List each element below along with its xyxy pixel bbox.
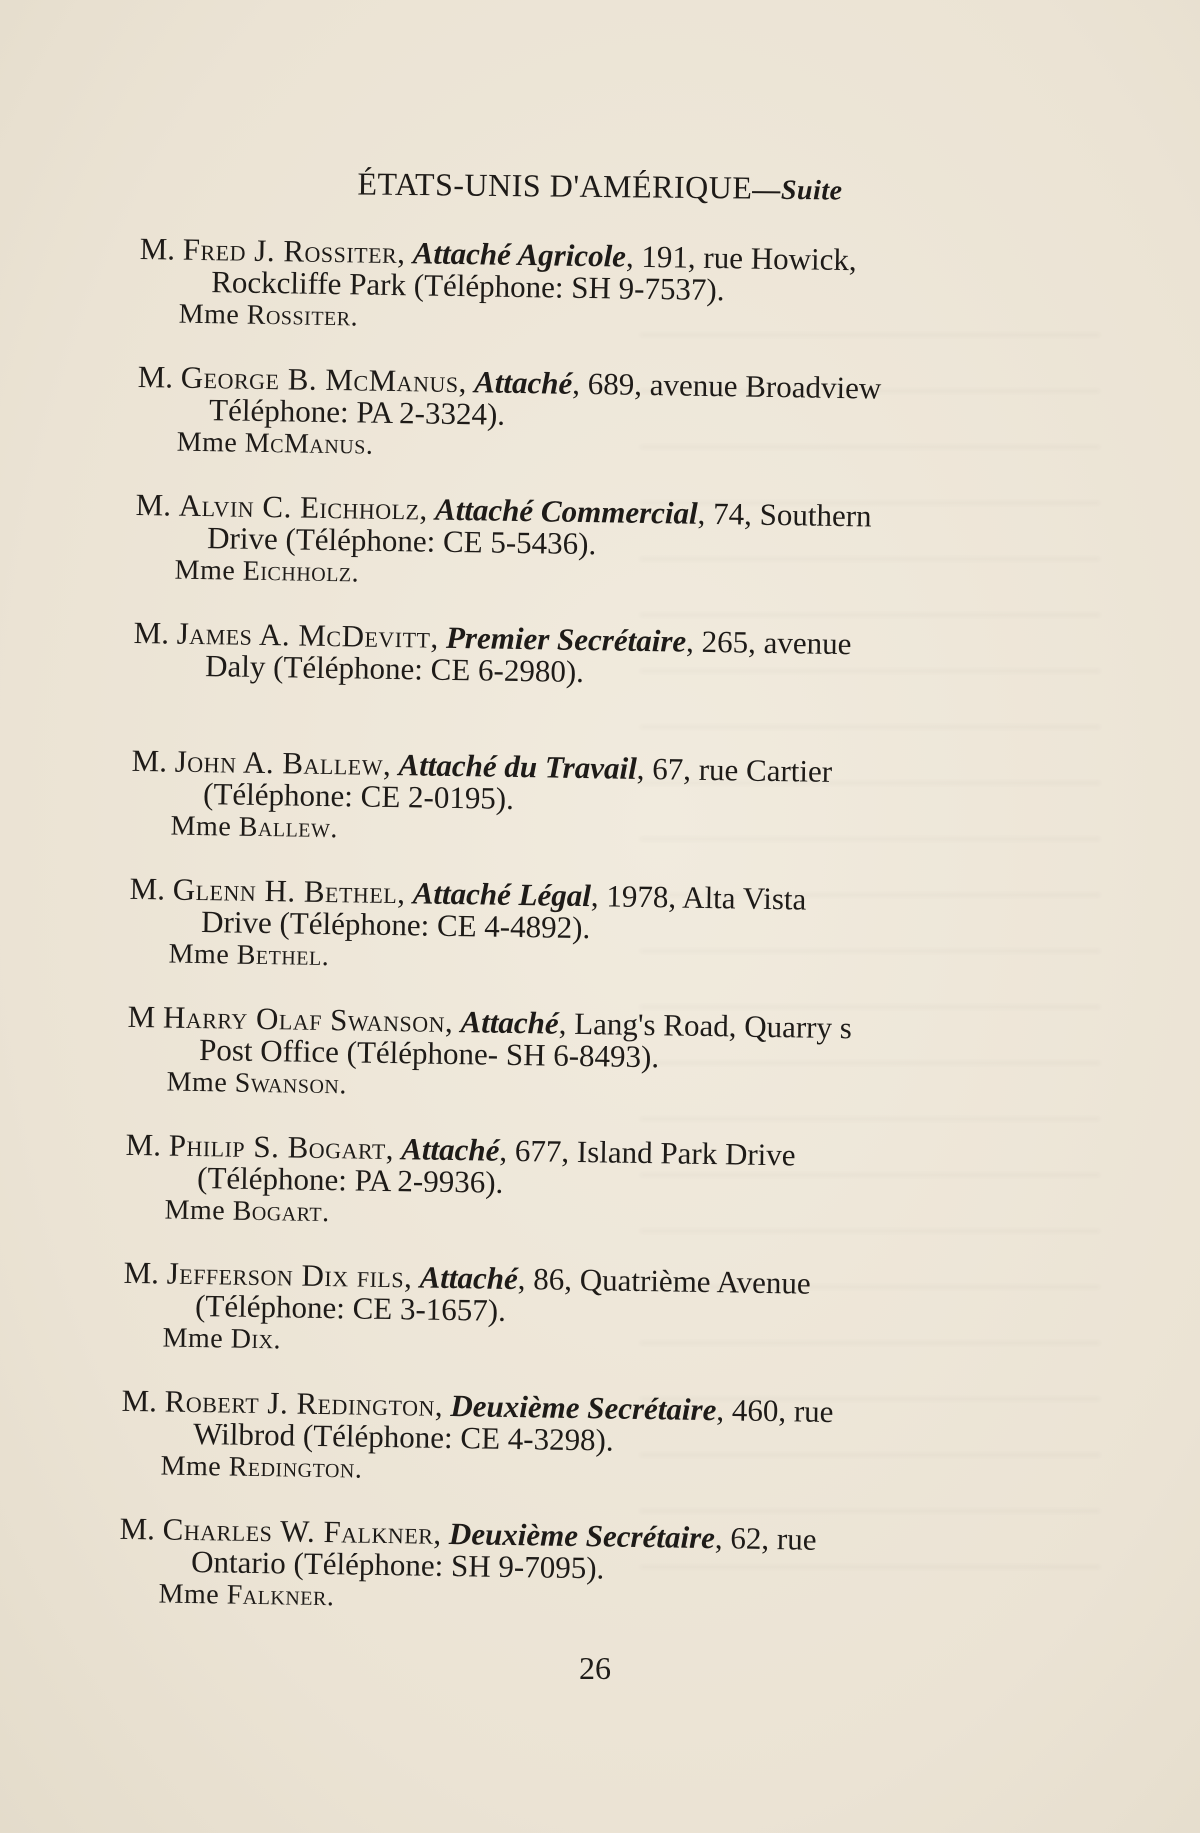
spouse-name: Bethel.	[236, 939, 330, 973]
list-item	[118, 1512, 1050, 1655]
address-part-1: , 62, rue	[714, 1520, 817, 1557]
person-title: Attaché Légal	[412, 875, 592, 914]
person-title: Attaché	[460, 1004, 560, 1041]
spouse-prefix: Mme	[174, 554, 244, 587]
address-part-2: Drive (Téléphone: CE 5-5436).	[206, 520, 597, 562]
entry-prefix: M.	[121, 1382, 165, 1419]
address-part-1: , 191, rue Howick,	[625, 238, 857, 278]
spouse-name: McManus.	[244, 427, 374, 461]
address-part-1: , 74, Southern	[697, 495, 872, 534]
address-part-1: , 460, rue	[716, 1392, 834, 1430]
spouse-prefix: Mme	[162, 1322, 231, 1355]
person-name: Robert J. Redington	[164, 1383, 436, 1423]
list-item	[130, 744, 1062, 887]
spouse-name: Ballew.	[238, 811, 339, 845]
separator: ,	[458, 364, 475, 400]
address-part-1: , 265, avenue	[685, 623, 852, 662]
list-item	[124, 1128, 1056, 1271]
list-item	[122, 1256, 1054, 1399]
page-heading	[150, 163, 1050, 209]
spouse-prefix: Mme	[158, 1578, 227, 1611]
separator: ,	[433, 1515, 450, 1552]
separator: ,	[419, 491, 436, 527]
heading-title: ÉTATS-UNIS D'AMÉRIQUE	[357, 165, 753, 206]
entry-prefix: M.	[135, 486, 180, 523]
separator: ,	[385, 1130, 402, 1167]
address-part-2: Drive (Téléphone: CE 4-4892).	[200, 904, 591, 946]
separator: ,	[444, 1003, 461, 1040]
person-name: Charles W. Falkner	[162, 1511, 434, 1551]
address-part-2: Post Office (Téléphone- SH 6-8493).	[198, 1032, 660, 1075]
person-name: Glenn H. Bethel	[172, 871, 398, 911]
address-part-1: , 67, rue Cartier	[636, 750, 833, 789]
list-item	[134, 488, 1066, 631]
entry-prefix: M.	[133, 614, 178, 651]
separator: ,	[430, 619, 447, 655]
person-title: Attaché	[401, 1131, 500, 1168]
spouse-name: Falkner.	[226, 1579, 335, 1613]
person-title: Premier Secrétaire	[445, 619, 687, 659]
person-title: Attaché	[419, 1259, 519, 1297]
address-part-2: (Téléphone: CE 2-0195).	[202, 776, 515, 816]
address-part-1: , 677, Island Park Drive	[499, 1132, 796, 1173]
spouse-prefix: Mme	[176, 426, 246, 459]
list-item	[132, 616, 1064, 759]
list-item	[136, 360, 1068, 503]
address-part-2: (Téléphone: PA 2-9936).	[196, 1160, 504, 1200]
address-part-1: , 86, Quatrième Avenue	[517, 1261, 812, 1301]
list-item	[120, 1384, 1052, 1527]
entry-prefix: M.	[119, 1510, 163, 1547]
entry-list	[118, 232, 1070, 1654]
list-item	[126, 1000, 1058, 1143]
person-name: James A. McDevitt	[176, 615, 431, 655]
list-item	[138, 232, 1070, 375]
address-part-2: (Téléphone: CE 3-1657).	[194, 1288, 507, 1328]
person-name: Harry Olaf Swanson	[162, 999, 446, 1039]
spouse-name: Redington.	[228, 1451, 363, 1485]
separator: ,	[396, 875, 414, 911]
entry-prefix: M.	[123, 1254, 168, 1291]
person-name: Fred J. Rossiter	[182, 231, 398, 271]
spouse-name: Bogart.	[232, 1195, 330, 1229]
entry-prefix: M	[127, 998, 164, 1035]
person-title: Attaché Commercial	[434, 491, 698, 531]
separator: ,	[403, 1259, 420, 1295]
person-name: Alvin C. Eichholz	[178, 487, 420, 527]
spouse-name: Dix.	[230, 1323, 282, 1356]
address-part-2: Rockcliffe Park (Téléphone: SH 9-7537).	[210, 264, 725, 308]
address-part-2: Téléphone: PA 2-3324).	[208, 392, 506, 432]
person-name: Philip S. Bogart	[168, 1127, 387, 1166]
entry-prefix: M.	[125, 1126, 170, 1163]
page-number: 26	[579, 1650, 611, 1686]
separator: ,	[434, 1387, 451, 1424]
heading-suffix: —Suite	[752, 174, 843, 207]
spouse-name: Eichholz.	[242, 555, 360, 589]
spouse-prefix: Mme	[170, 810, 240, 843]
person-name: Jefferson Dix fils	[166, 1255, 405, 1295]
spouse-prefix: Mme	[178, 298, 248, 331]
person-title: Deuxième Secrétaire	[450, 1388, 717, 1428]
separator: ,	[382, 746, 399, 783]
address-part-1: , 1978, Alta Vista	[590, 878, 807, 917]
spouse-prefix: Mme	[168, 938, 238, 971]
address-part-1: , 689, avenue Broadview	[571, 365, 882, 406]
spouse-prefix: Mme	[164, 1194, 233, 1227]
spouse-name: Swanson.	[234, 1067, 348, 1101]
list-item	[128, 872, 1060, 1015]
person-title: Deuxième Secrétaire	[448, 1516, 716, 1556]
entry-prefix: M.	[129, 870, 174, 907]
address-part-2: Ontario (Téléphone: SH 9-7095).	[190, 1543, 605, 1586]
entry-prefix: M.	[139, 231, 184, 267]
spouse-prefix: Mme	[166, 1066, 235, 1099]
spouse-name: Rossiter.	[246, 299, 359, 333]
person-title: Attaché Agricole	[412, 235, 627, 274]
person-name: George B. McManus	[180, 359, 459, 400]
address-part-2: Daly (Téléphone: CE 6-2980).	[204, 648, 585, 690]
person-title: Attaché du Travail	[398, 747, 638, 786]
spouse-prefix: Mme	[160, 1450, 229, 1483]
address-part-1: , Lang's Road, Quarry s	[558, 1005, 853, 1046]
address-part-2: Wilbrod (Téléphone: CE 4-3298).	[192, 1415, 614, 1458]
entry-prefix: M.	[137, 358, 182, 395]
entry-prefix: M.	[131, 742, 176, 779]
separator: ,	[396, 235, 414, 271]
person-name: John A. Ballew	[174, 743, 384, 782]
person-title: Attaché	[473, 364, 573, 401]
